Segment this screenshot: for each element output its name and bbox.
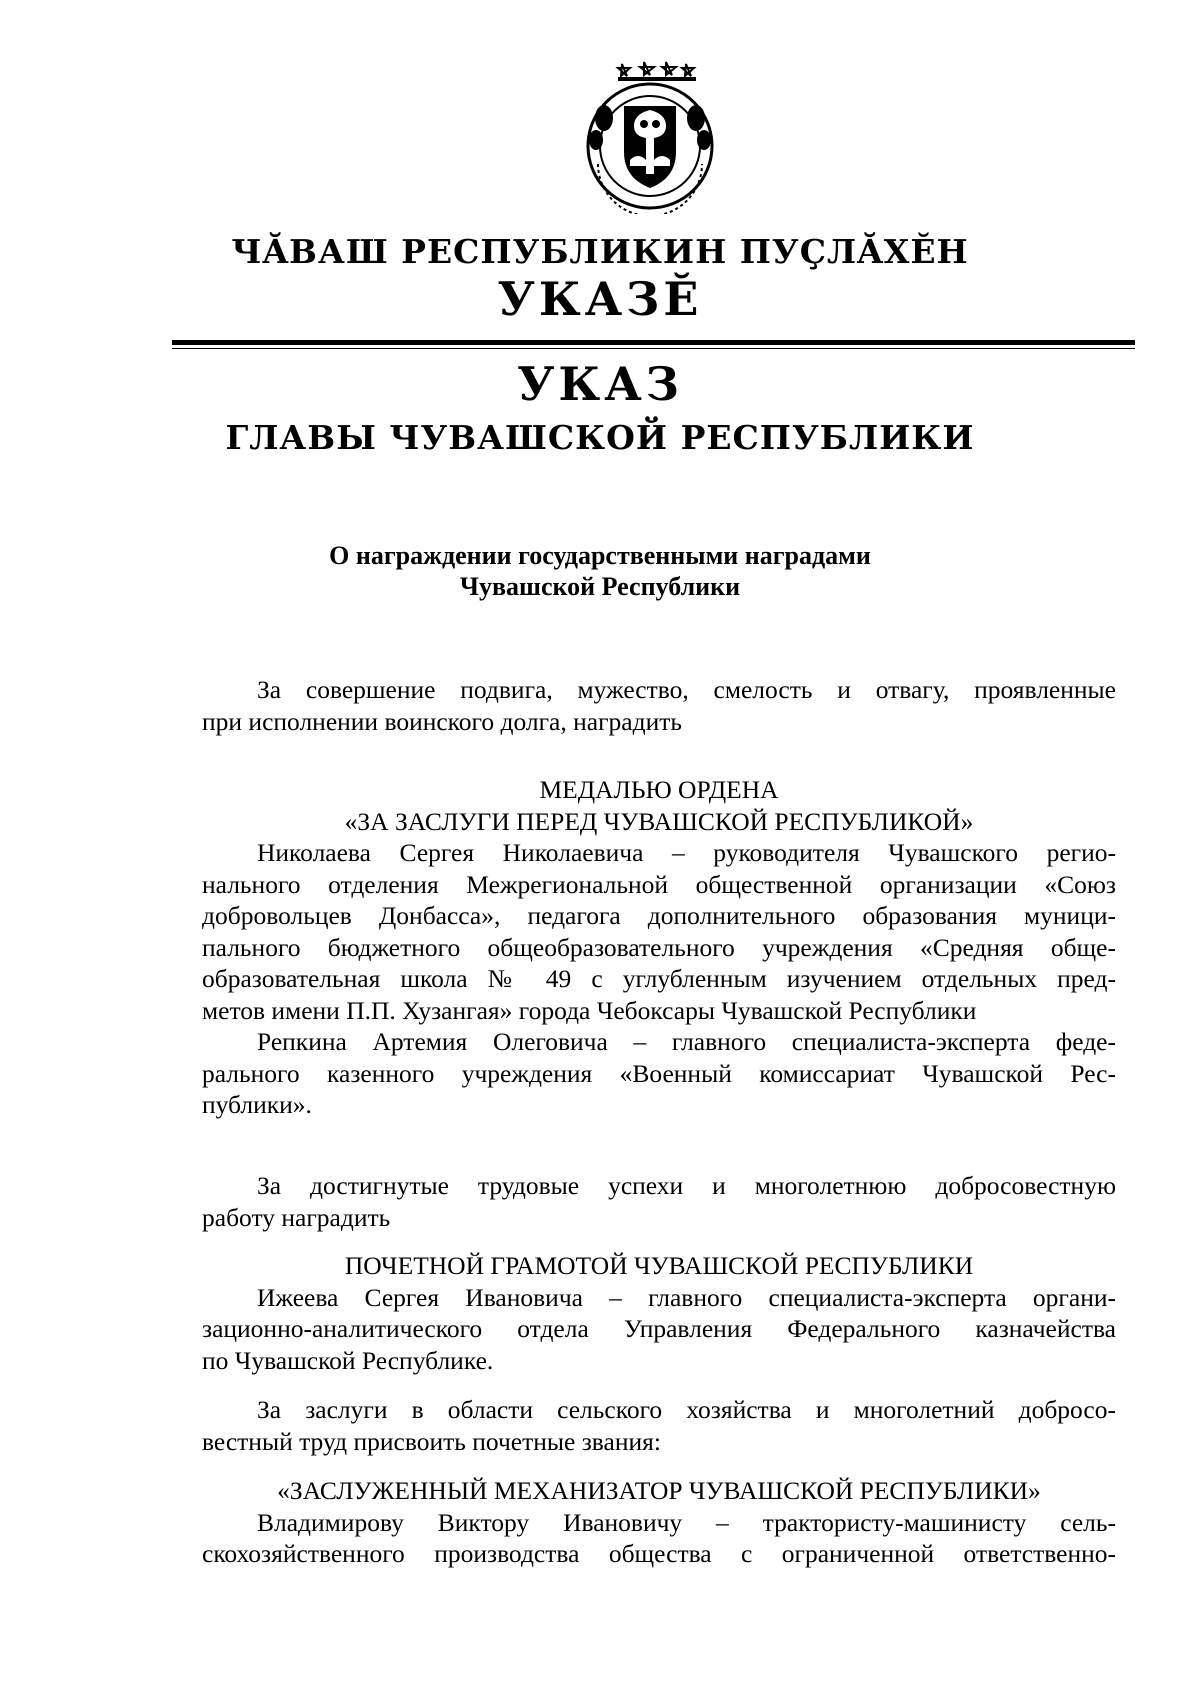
section-labor-intro [202,1170,1116,1233]
recipient-line: рального казенного учреждения «Военный комиссариат Чувашской Рес- [202,1058,1116,1088]
chuvash-coat-of-arms-icon [574,56,726,214]
header-divider-thick [172,340,1135,345]
header-russian-decree: УКАЗ [517,357,683,411]
header-russian-title: ГЛАВЫ ЧУВАШСКОЙ РЕСПУБЛИКИ [225,418,975,457]
text-line: работу наградить [202,1202,391,1232]
document-title-line: Чувашской Республики [459,572,741,601]
text-line: За совершение подвига, мужество, смелость и отвагу, проявленные [257,675,1116,704]
recipient-line: зационно-аналитического отдела Управления Федерального казначейства [202,1314,1116,1343]
recipient-line: Репкина Артемия Олеговича – главного специалиста-эксперта феде- [257,1027,1116,1056]
text-line: За достигнутые трудовые успехи и многолетнюю добросовестную [257,1171,1116,1200]
text-line: За заслуги в области сельского хозяйства и многолетний добросо- [257,1395,1116,1424]
section-military-award [202,774,1116,1121]
recipient-line: добровольцев Донбасса», педагога дополнительного образования муници- [202,901,1116,930]
document-title-line: О награждении государственными наградами [329,541,871,570]
section-labor-award [202,1250,1116,1376]
section-military-intro [202,674,1116,737]
text-line: вестный труд присвоить почетные звания: [202,1426,661,1456]
recipient-line: Николаева Сергея Николаевича – руководителя Чувашского регио- [257,838,1116,867]
recipient-line: метов имени П.П. Хузангая» города Чебоксары Чувашской Республики [202,995,977,1025]
recipient-line: пального бюджетного общеобразовательного учреждения «Средняя обще- [202,932,1116,962]
text-line: при исполнении воинского долга, наградить [202,706,682,736]
award-title: «ЗА ЗАСЛУГИ ПЕРЕД ЧУВАШСКОЙ РЕСПУБЛИКОЙ» [344,806,974,836]
header-chuvash-decree: УКАЗĔ [497,272,703,326]
header-chuvash-title: ЧĂВАШ РЕСПУБЛИКИН ПУÇЛĂХĔН [231,232,969,271]
header-divider-thin [172,348,1135,349]
recipient-line: образовательная школа № 49 с углубленным изучением отдельных пред- [202,964,1116,993]
recipient-line: Ижеева Сергея Ивановича – главного специалиста-эксперта органи- [257,1282,1116,1312]
recipient-line: по Чувашской Республике. [202,1345,494,1375]
award-title: МЕДАЛЬЮ ОРДЕНА [539,775,779,804]
recipient-line: скохозяйственного производства общества с ограниченной ответственно- [202,1539,1116,1568]
document-title [0,540,1200,602]
recipient-line: Владимирову Виктору Ивановичу – трактористу-машинисту сель- [257,1507,1116,1537]
honorary-title: «ЗАСЛУЖЕННЫЙ МЕХАНИЗАТОР ЧУВАШСКОЙ РЕСПУБЛИКИ» [277,1476,1041,1505]
section-agriculture-intro [202,1394,1116,1457]
recipient-line: публики». [202,1090,312,1119]
section-agriculture-award [202,1475,1116,1570]
award-title: ПОЧЕТНОЙ ГРАМОТОЙ ЧУВАШСКОЙ РЕСПУБЛИКИ [344,1251,974,1280]
recipient-line: нального отделения Межрегиональной общественной организации «Союз [202,869,1116,899]
